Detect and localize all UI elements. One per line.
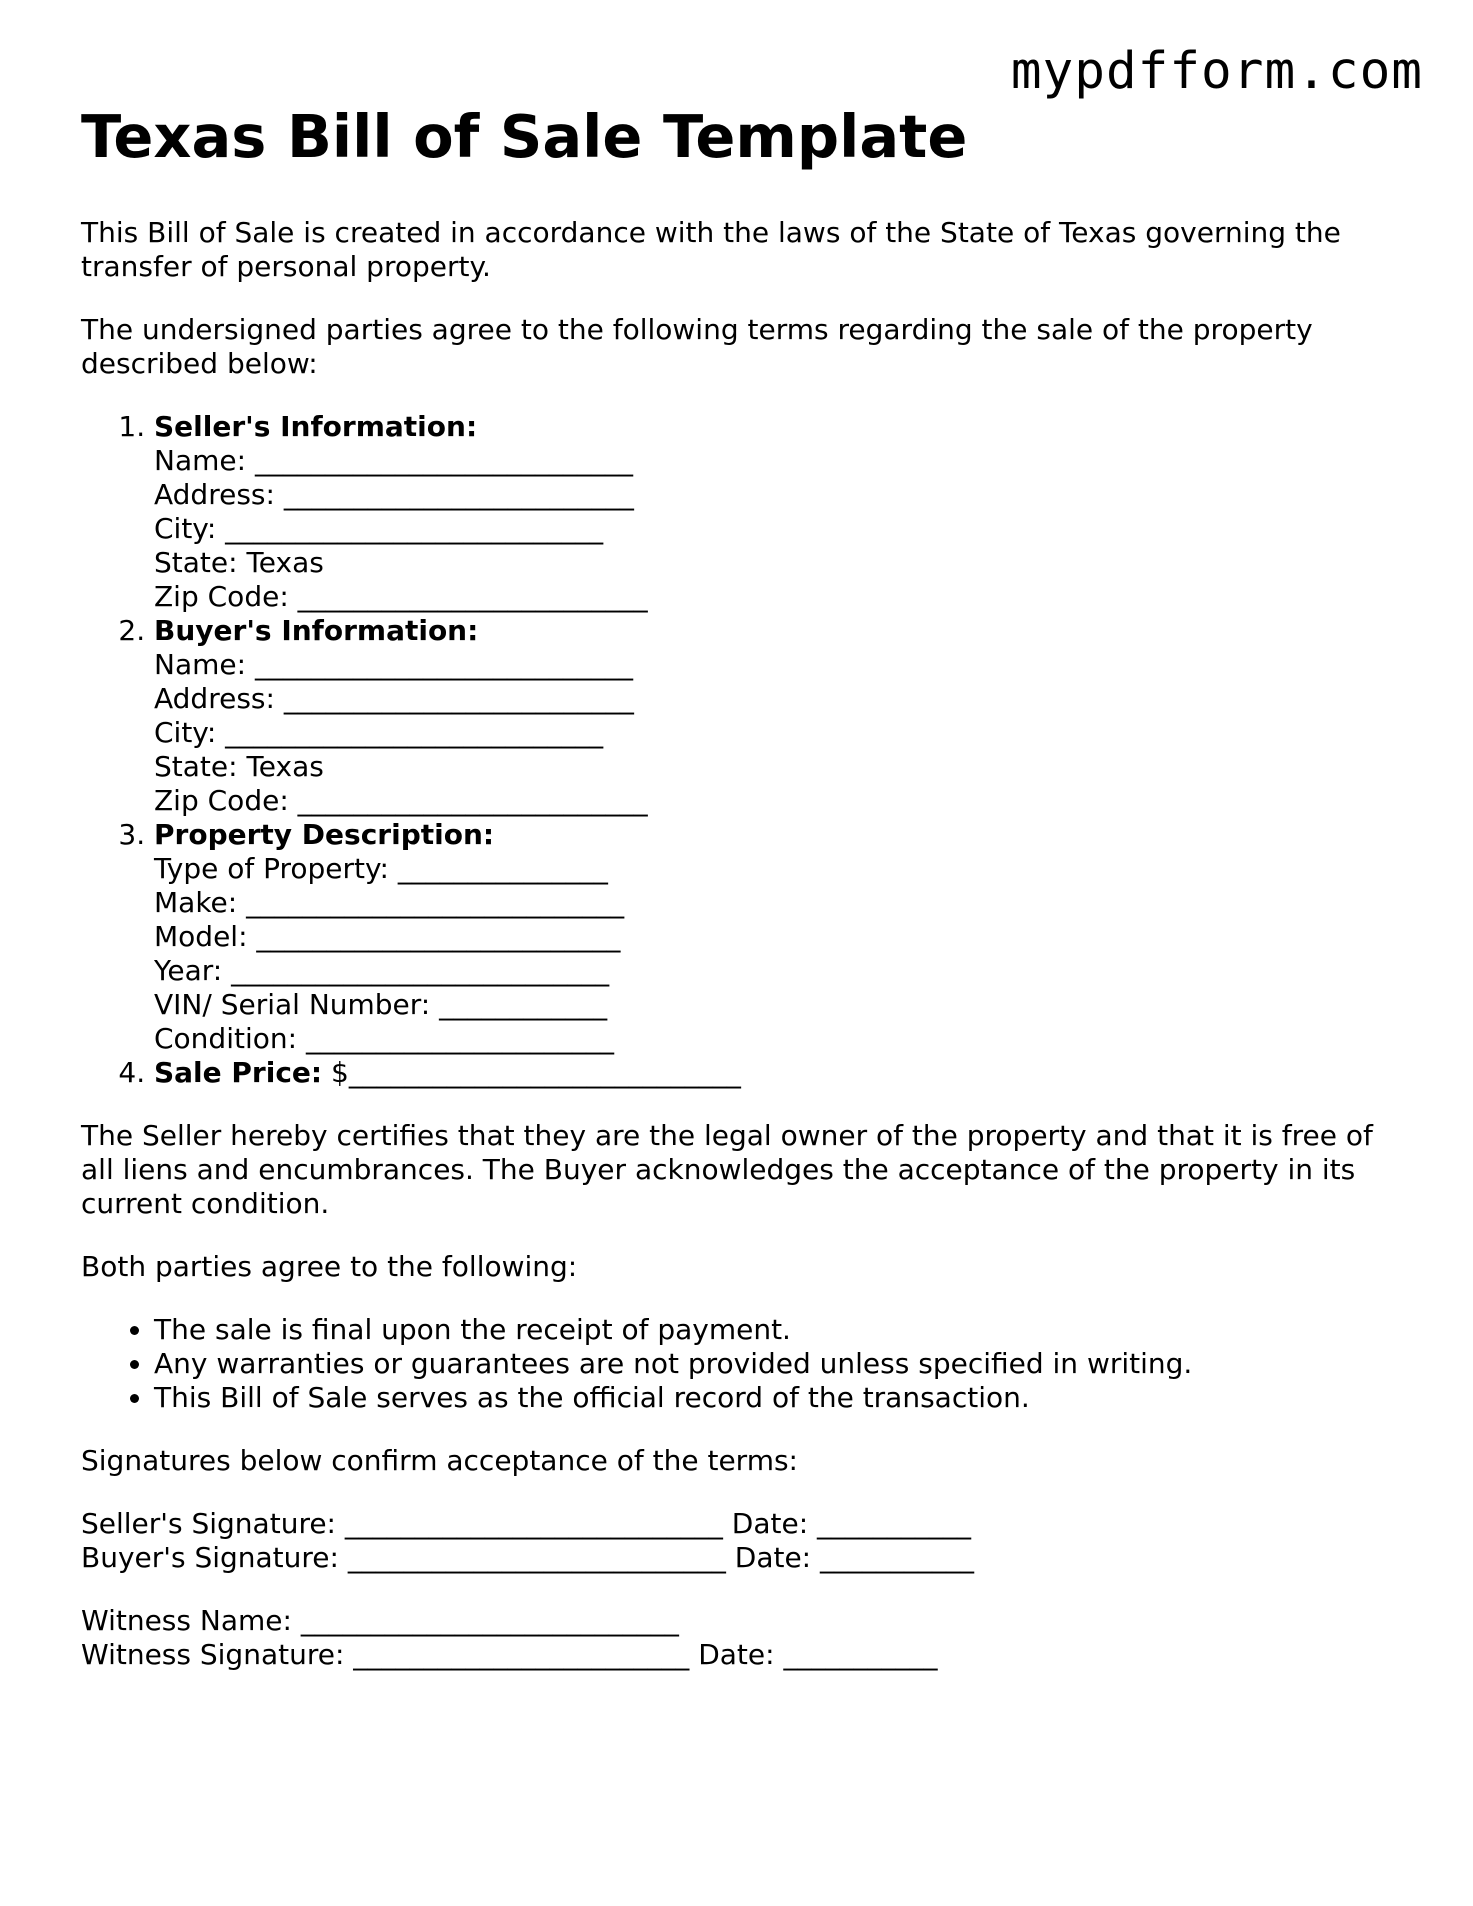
watermark: mypdfform.com <box>1010 42 1423 101</box>
section-seller <box>154 410 1401 614</box>
property-year-field[interactable]: Year: ___________________________ <box>154 954 610 987</box>
seller-address-field[interactable]: Address: _________________________ <box>154 478 634 511</box>
section-title: Seller's Information: <box>154 410 478 443</box>
list-item: • Any warranties or guarantees are not provided unless specified in writing. <box>154 1347 1401 1381</box>
buyer-signature-line[interactable]: Buyer's Signature: ___________________________ Date: ___________ <box>81 1541 975 1574</box>
signatures-intro: Signatures below confirm acceptance of the terms: <box>81 1444 798 1477</box>
buyer-zip-field[interactable]: Zip Code: _________________________ <box>154 784 648 817</box>
witness-name-line[interactable]: Witness Name: ___________________________ <box>81 1604 679 1637</box>
document-page <box>81 100 1401 1701</box>
sections-list <box>81 410 1401 1090</box>
intro-paragraph-1: This Bill of Sale is created in accordance with the laws of the State of Texas governing the transfer of personal property. <box>81 216 1341 283</box>
section-buyer <box>154 614 1401 818</box>
buyer-name-field[interactable]: Name: ___________________________ <box>154 648 633 681</box>
section-title: Property Description: <box>154 818 495 851</box>
property-make-field[interactable]: Make: ___________________________ <box>154 886 625 919</box>
witness-signature-line[interactable]: Witness Signature: ________________________ Date: ___________ <box>81 1638 938 1671</box>
seller-name-field[interactable]: Name: ___________________________ <box>154 444 633 477</box>
agreement-intro: Both parties agree to the following: <box>81 1250 578 1283</box>
seller-state-field: State: Texas <box>154 546 324 579</box>
section-title: Buyer's Information: <box>154 614 479 647</box>
page-title: Texas Bill of Sale Template <box>81 102 968 171</box>
seller-zip-field[interactable]: Zip Code: _________________________ <box>154 580 648 613</box>
terms-list <box>81 1313 1401 1415</box>
list-item: • This Bill of Sale serves as the official record of the transaction. <box>154 1381 1401 1415</box>
certification-paragraph: The Seller hereby certifies that they are the legal owner of the property and that it is free of all liens and encumbrances. The Buyer acknowledges the acceptance of the property in its current condition. <box>81 1119 1373 1220</box>
buyer-city-field[interactable]: City: ___________________________ <box>154 716 604 749</box>
signature-block <box>81 1507 1401 1575</box>
property-vin-field[interactable]: VIN/ Serial Number: ____________ <box>154 988 608 1021</box>
property-condition-field[interactable]: Condition: ______________________ <box>154 1022 614 1055</box>
buyer-state-field: State: Texas <box>154 750 324 783</box>
property-model-field[interactable]: Model: __________________________ <box>154 920 621 953</box>
sale-price-field[interactable]: $____________________________ <box>322 1056 741 1089</box>
section-property <box>154 818 1401 1056</box>
seller-city-field[interactable]: City: ___________________________ <box>154 512 604 545</box>
sale-price-label: Sale Price: <box>154 1056 323 1089</box>
witness-block <box>81 1604 1401 1672</box>
property-type-field[interactable]: Type of Property: _______________ <box>154 852 608 885</box>
section-sale-price <box>154 1056 1401 1090</box>
buyer-address-field[interactable]: Address: _________________________ <box>154 682 634 715</box>
seller-signature-line[interactable]: Seller's Signature: ___________________________ Date: ___________ <box>81 1507 972 1540</box>
list-item: • The sale is final upon the receipt of payment. <box>154 1313 1401 1347</box>
intro-paragraph-2: The undersigned parties agree to the following terms regarding the sale of the property described below: <box>81 313 1313 380</box>
